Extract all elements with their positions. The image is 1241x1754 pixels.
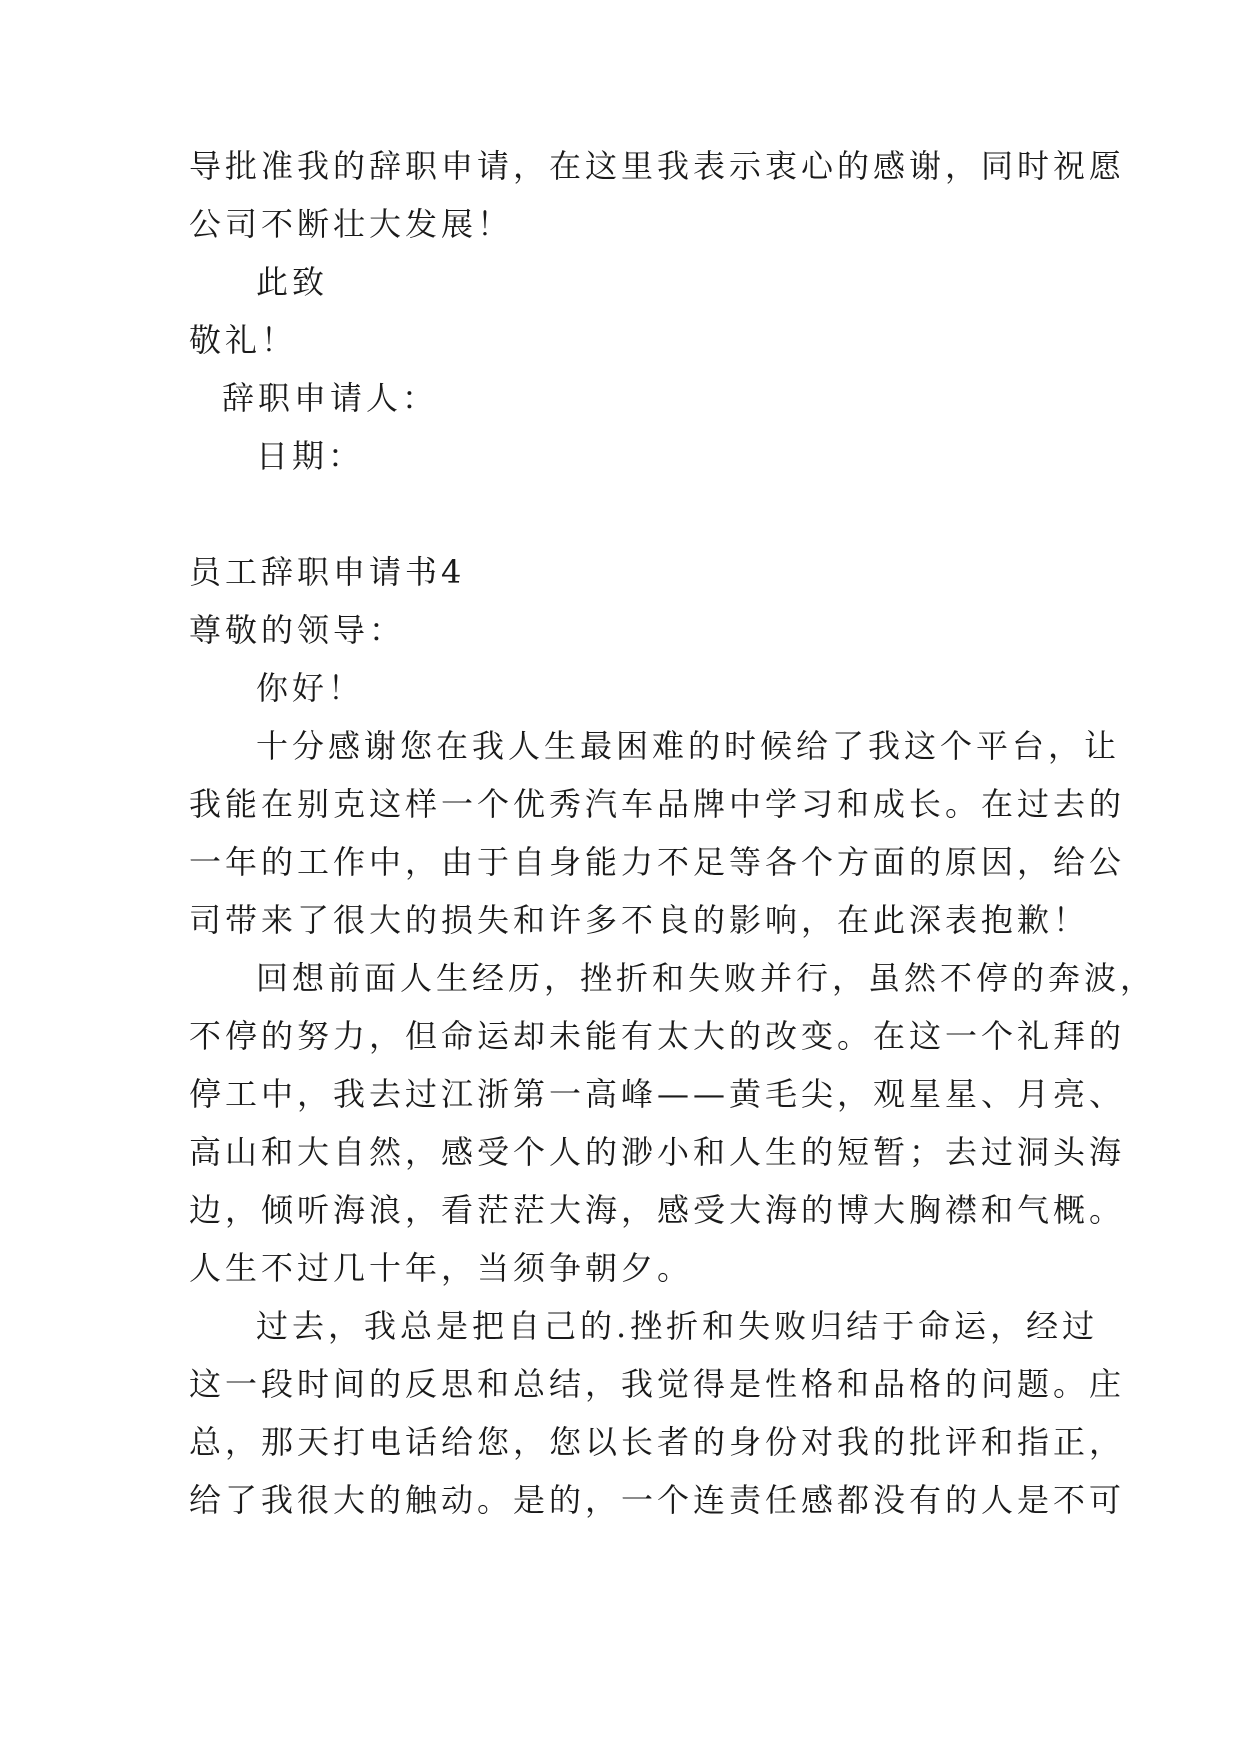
text-line: 一年的工作中，由于自身能力不足等各个方面的原因，给公: [189, 843, 1126, 881]
text-line: 高山和大自然，感受个人的渺小和人生的短暂；去过洞头海: [189, 1133, 1126, 1171]
greeting: 你好！: [256, 669, 365, 707]
text-line: 这一段时间的反思和总结，我觉得是性格和品格的问题。庄: [189, 1365, 1126, 1403]
text-line: 我能在别克这样一个优秀汽车品牌中学习和成长。在过去的: [189, 785, 1126, 823]
text-line: 司带来了很大的损失和许多不良的影响，在此深表抱歉！: [189, 901, 1090, 939]
closing-salutation: 此致: [256, 263, 329, 301]
text-line: 过去，我总是把自己的.挫折和失败归结于命运，经过: [256, 1307, 1099, 1345]
section-title: 员工辞职申请书4: [189, 553, 466, 591]
text-line: 边，倾听海浪，看茫茫大海，感受大海的博大胸襟和气概。: [189, 1191, 1126, 1229]
closing-respect: 敬礼！: [189, 321, 298, 359]
text-line: 总，那天打电话给您，您以长者的身份对我的批评和指正，: [189, 1423, 1126, 1461]
greeting-recipient: 尊敬的领导：: [189, 611, 406, 649]
text-line: 公司不断壮大发展！: [189, 205, 514, 243]
text-line: 导批准我的辞职申请，在这里我表示衷心的感谢，同时祝愿: [189, 147, 1126, 185]
text-line: 回想前面人生经历，挫折和失败并行，虽然不停的奔波，: [256, 959, 1157, 997]
text-line: 十分感谢您在我人生最困难的时候给了我这个平台，让: [256, 727, 1121, 765]
text-line: 给了我很大的触动。是的，一个连责任感都没有的人是不可: [189, 1481, 1126, 1519]
text-line: 不停的努力，但命运却未能有太大的改变。在这一个礼拜的: [189, 1017, 1126, 1055]
applicant-label: 辞职申请人：: [222, 379, 439, 417]
text-line: 停工中，我去过江浙第一高峰——黄毛尖，观星星、月亮、: [189, 1075, 1126, 1113]
date-label: 日期：: [256, 437, 365, 475]
text-line: 人生不过几十年，当须争朝夕。: [189, 1249, 694, 1287]
